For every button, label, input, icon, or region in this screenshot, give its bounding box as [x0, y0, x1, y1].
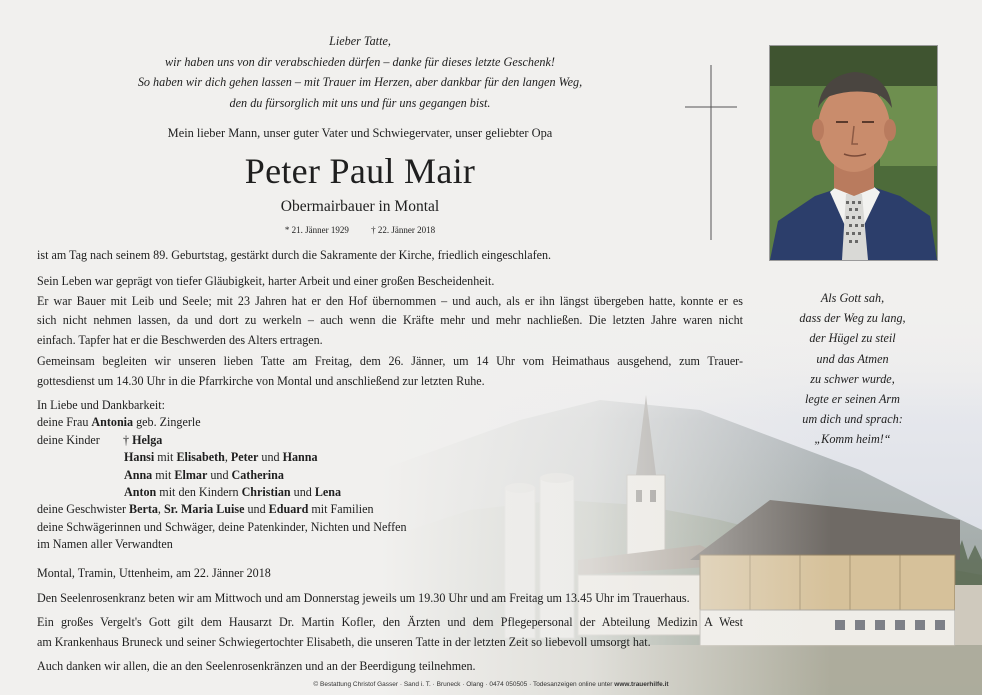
verse-line: und das Atmen [816, 351, 889, 366]
family-heading: In Liebe und Dankbarkeit: [37, 398, 165, 412]
relative-name: Lena [314, 485, 342, 500]
poem-line: So haben wir dich gehen lassen – mit Trauer im Herzen, aber dankbar für den langen Weg, [137, 75, 583, 89]
thanks-all [37, 657, 743, 677]
family-child-row [37, 484, 743, 501]
announcement-text: ist am Tag nach seinem 89. Geburtstag, gestärkt durch die Sakramente der Kirche, friedlich eingeschlafen. [37, 248, 552, 262]
family-child-row [37, 449, 743, 466]
text-line: Er war Bauer mit Leib und Seele; mit 23 Jahren hat er den Hof übernommen – und auch, als er ihn längst übergeben hatte, konnte er es [37, 293, 743, 308]
child-name: Anna [124, 467, 153, 482]
place-date-text: Montal, Tramin, Uttenheim, am 22. Jänner 2018 [37, 566, 271, 580]
verse-line: um dich und sprach: [802, 412, 903, 427]
death-date: † 22. Jänner 2018 [371, 225, 436, 235]
portrait-photo [769, 45, 938, 261]
life-paragraph [37, 272, 743, 350]
verse-line: Als Gott sah, [820, 291, 885, 305]
text: mit [152, 467, 175, 482]
family-inlaws: deine Schwägerinnen und Schwäger, deine Patenkinder, Nichten und Neffen [37, 519, 407, 534]
family-list [37, 397, 743, 554]
children-label: deine Kinder [37, 432, 100, 447]
death-announcement [37, 246, 743, 266]
sibling-name: Sr. Maria Luise [163, 502, 245, 517]
child-name: Hansi [124, 450, 155, 465]
text: deine Frau [37, 415, 92, 430]
text-line: am Krankenhaus Bruneck und seiner Schwiegertochter Elisabeth, die unseren Tatte in der letzten Zeit so liebevoll umsorgt hat. [37, 634, 651, 649]
verse-line: dass der Weg zu lang, [799, 311, 906, 326]
text: , [157, 502, 164, 517]
text-line: gottesdienst um 14.30 Uhr in die Pfarrkirche von Montal und anschließend zur letzten Ruhe. [37, 373, 485, 388]
relative-name: Elisabeth [176, 450, 225, 465]
verse-line: zu schwer wurde, [810, 371, 895, 386]
text: , [224, 450, 231, 465]
verse-line: der Hügel zu steil [809, 331, 896, 346]
text: und [258, 450, 283, 465]
relative-name: Catherina [231, 467, 284, 482]
footer-credit [0, 681, 982, 688]
thanks-all-text: Auch danken wir allen, die an den Seelenrosenkränzen und an der Beerdigung teilnehmen. [37, 659, 476, 673]
verse-line: legte er seinen Arm [805, 392, 900, 407]
text-line: Ein großes Vergelt's Gott gilt dem Hausarzt Dr. Martin Kofler, den Ärzten und dem Pflegepersonal der Abteilung Medizin A West [37, 615, 743, 629]
text-line: einfach. Tapfer hat er die Beschwerden des Alters ertragen. [37, 332, 323, 347]
text-line: Sein Leben war geprägt von tiefer Gläubigkeit, harter Arbeit und einer großen Bescheidenheit. [37, 274, 495, 288]
text: mit [154, 450, 177, 465]
family-wife [37, 414, 743, 431]
text: mit Familien [308, 502, 374, 517]
text: mit den Kindern [156, 485, 242, 500]
footer-text: © Bestattung Christof Gasser · Sand i. T. · Bruneck · Olang · 0474 050505 · Todesanzeigen online unter [313, 681, 615, 688]
text: und [244, 502, 269, 517]
text-line: sich nicht nehmen lassen, da und dort zu werkeln – auch wenn die Kräfte mehr und mehr nachließen. Die letzten Jahre waren nicht [37, 313, 743, 328]
poem-line: wir haben uns von dir verabschieden dürfen – danke für dieses letzte Geschenk! [165, 54, 555, 69]
child-helga [123, 432, 162, 449]
deceased-name: Peter Paul Mair [244, 151, 476, 191]
farm-name: Obermairbauer in Montal [280, 198, 440, 215]
relative-name: Peter [230, 450, 259, 465]
relative-name: Hanna [282, 450, 318, 465]
poem-line: Lieber Tatte, [329, 34, 391, 48]
text: und [207, 467, 232, 482]
thanks-paragraph [37, 613, 743, 652]
text: geb. Zingerle [133, 415, 201, 430]
funeral-paragraph [37, 352, 743, 391]
place-date [37, 564, 743, 584]
family-relatives: im Namen aller Verwandten [37, 537, 173, 552]
poem-line: den du fürsorglich mit uns und für uns gegangen bist. [229, 95, 491, 110]
rosary-info [37, 589, 743, 609]
sibling-name: Eduard [268, 502, 309, 517]
intro-line: Mein lieber Mann, unser guter Vater und Schwiegervater, unser geliebter Opa [167, 126, 553, 140]
verse-line: „Komm heim!“ [814, 432, 891, 447]
text-line: Gemeinsam begleiten wir unseren lieben Tatte am Freitag, dem 26. Jänner, um 14 Uhr vom Heimathaus ausgehend, zum Trauer- [37, 354, 743, 368]
birth-date: * 21. Jänner 1929 [284, 225, 349, 235]
family-siblings [37, 501, 743, 518]
life-dates [110, 225, 610, 235]
opening-poem [110, 31, 610, 113]
family-children-row [37, 432, 743, 449]
wife-name: Antonia [91, 415, 134, 430]
memorial-verse [760, 288, 945, 450]
family-child-row [37, 467, 743, 484]
child-name: Anton [124, 485, 157, 500]
relative-name: Elmar [174, 467, 208, 482]
rosary-text: Den Seelenrosenkranz beten wir am Mittwoch und am Donnerstag jeweils um 19.30 Uhr und am Freitag um 13.45 Uhr im Trauerhaus. [37, 591, 690, 605]
relative-name: Christian [241, 485, 291, 500]
portrait-image [770, 46, 937, 260]
text: und [290, 485, 315, 500]
child-name: Helga [132, 432, 163, 447]
cross-mark: † [123, 432, 133, 447]
sibling-name: Berta [129, 502, 158, 517]
text: deine Geschwister [37, 502, 130, 517]
cross-icon [684, 65, 740, 240]
footer-link[interactable]: www.trauerhilfe.it [614, 681, 669, 688]
